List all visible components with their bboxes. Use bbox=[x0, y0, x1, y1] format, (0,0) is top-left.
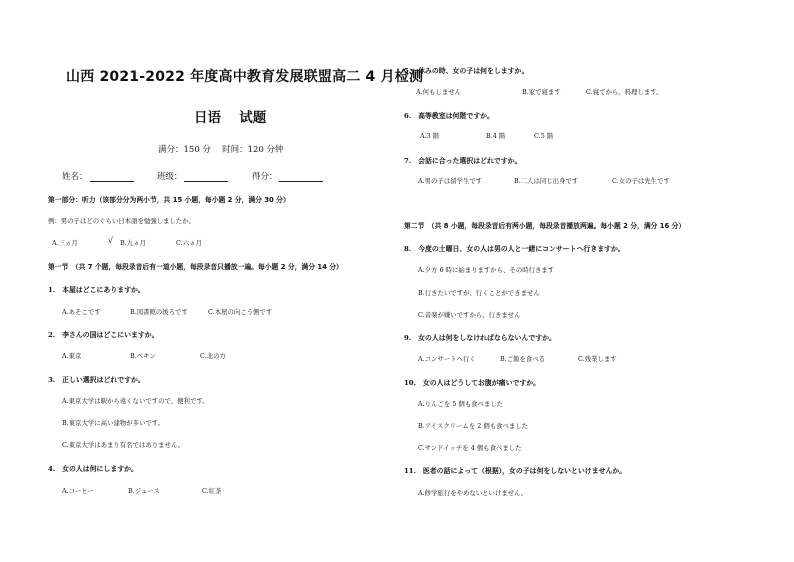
q7-option-c: C.女の子は先生です bbox=[612, 177, 670, 185]
class-blank[interactable] bbox=[184, 172, 228, 182]
score-time-info: 满分：150 分 时间：120 分钟 bbox=[158, 145, 284, 155]
question-5: 5. 休みの時、女の子は何をしますか。 bbox=[404, 67, 529, 75]
example-option-c: C.六ヵ月 bbox=[176, 239, 202, 247]
q4-option-a: A.コーヒー bbox=[62, 487, 94, 495]
q6-option-b: B.4 階 bbox=[486, 132, 506, 140]
q2-option-b: B.ペキン bbox=[130, 352, 156, 360]
question-8: 8. 今度の土曜日、女の人は男の人と一緒にコンサートへ行きますか。 bbox=[404, 245, 625, 253]
part1-heading: 第一部分：听力（该部分分为两小节，共 15 小题，每小题 2 分，满分 30 分） bbox=[48, 196, 290, 204]
question-2: 2. 李さんの国はどこにいますか。 bbox=[48, 331, 159, 339]
q10-option-c: C.サンドイッチを 4 個も食べました bbox=[418, 444, 522, 452]
q7-option-b: B.二人は同じ出身です bbox=[514, 177, 579, 185]
check-mark-icon: √ bbox=[108, 236, 114, 245]
question-7: 7. 会話に合った選択はどれですか。 bbox=[404, 157, 522, 165]
q10-option-b: B.アイスクリームを 2 個も食べました bbox=[418, 422, 529, 430]
name-blank[interactable] bbox=[90, 172, 134, 182]
question-4: 4. 女の人は何にしますか。 bbox=[48, 465, 138, 473]
question-1: 1. 本屋はどこにありますか。 bbox=[48, 286, 145, 294]
example-option-a: A.三ヵ月 bbox=[52, 239, 78, 247]
q1-option-a: A.あそこです bbox=[62, 308, 101, 316]
section1-heading: 第一节 （共 7 个题，每段录音后有一道小题，每段录音只播放一遍。每小题 2 分，满分 14 分） bbox=[48, 263, 343, 271]
q6-option-a: A.3 階 bbox=[420, 132, 440, 140]
q8-option-c: C.音楽が嫌いですから、行きません bbox=[418, 311, 521, 319]
q10-option-a: A.りんごを 5 個も食べました bbox=[418, 400, 504, 408]
class-field-label: 班级： bbox=[156, 172, 183, 182]
q11-option-a: A.修学旅行をやめないといけません。 bbox=[418, 489, 528, 497]
student-info-fields bbox=[62, 170, 323, 182]
q8-option-b: B.行きたいですが、行くことができません bbox=[418, 289, 540, 297]
q5-option-b: B.家で寝ます bbox=[522, 88, 561, 96]
q4-option-b: B.ジュース bbox=[128, 487, 160, 495]
q3-option-b: B.東京大学に高い建物が多いです。 bbox=[62, 419, 165, 427]
question-11: 11. 医者の話によって（根据），女の子は何をしないといけませんか。 bbox=[404, 467, 627, 475]
q1-option-c: C.本屋の向こう側です bbox=[208, 308, 273, 316]
question-10: 10. 女の人はどうしてお腹が痛いですか。 bbox=[404, 379, 541, 387]
question-9: 9. 女の人は何をしなければならないんですか。 bbox=[404, 334, 556, 342]
q2-option-c: C.北の方 bbox=[200, 352, 226, 360]
q8-option-a: A.夕方 6 時に始まりますから、その時行きます bbox=[418, 266, 555, 274]
name-field-label: 姓名： bbox=[62, 172, 88, 182]
example-option-b: B.九ヵ月 bbox=[120, 239, 146, 247]
q9-option-b: B.ご飯を食べる bbox=[500, 355, 546, 363]
q7-option-a: A.男の子は留学生です bbox=[418, 177, 483, 185]
q5-option-a: A.何もしません bbox=[416, 88, 461, 96]
question-3: 3. 正しい選択はどれですか。 bbox=[48, 376, 145, 384]
q5-option-c: C.寝てから、料理します。 bbox=[586, 88, 663, 96]
q3-option-a: A.東京大学は駅から遠くないですので、便利です。 bbox=[62, 397, 209, 405]
question-6: 6. 高等教室は何階ですか。 bbox=[404, 112, 494, 120]
q9-option-a: A.コンサートへ行く bbox=[418, 355, 476, 363]
q4-option-c: C.紅茶 bbox=[202, 487, 222, 495]
q9-option-c: C.残業します bbox=[578, 355, 617, 363]
score-field-label: 得分： bbox=[251, 172, 278, 182]
q3-option-c: C.東京大学はあまり有名ではありません。 bbox=[62, 441, 185, 449]
score-blank[interactable] bbox=[279, 172, 323, 182]
example-question: 例：男の子はどのぐらい日本語を勉強しましたか。 bbox=[48, 217, 195, 225]
section2-heading: 第二节 （共 8 小题，每段录音后有两小题，每段录音播放两遍。每小题 2 分，满分 16 分） bbox=[404, 222, 686, 230]
q2-option-a: A.東京 bbox=[62, 352, 82, 360]
q1-option-b: B.図書館の後ろです bbox=[130, 308, 188, 316]
q6-option-c: C.5 階 bbox=[534, 132, 554, 140]
exam-title: 山西 2021-2022 年度高中教育发展联盟高二 4 月检测 bbox=[66, 69, 424, 85]
exam-subtitle: 日语 试题 bbox=[194, 110, 267, 126]
